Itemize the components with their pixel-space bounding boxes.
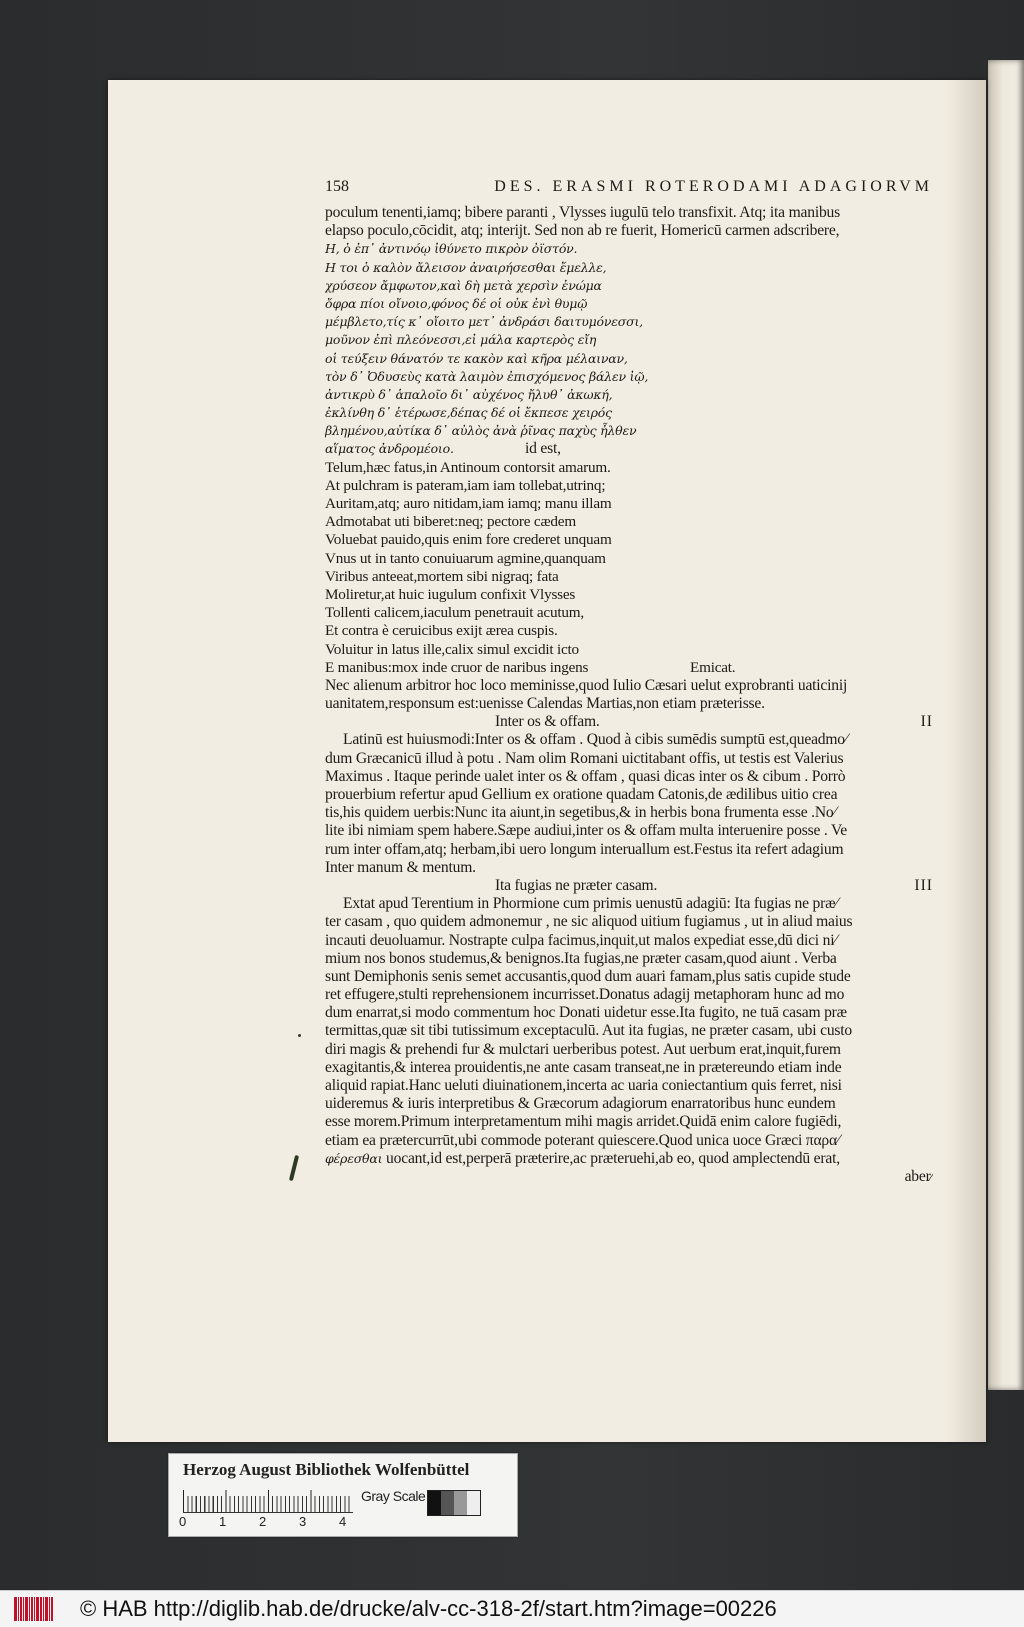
text-line: Latinū est huiusmodi:Inter os & offam . Quod à cibis sumēdis sumptū est,queadmo⁄ <box>343 731 848 749</box>
id-est: id est, <box>525 440 561 458</box>
verse-line: Auritam,atq; auro nitidam,iam iamq; manu illam <box>325 495 612 512</box>
gray-scale-label: Gray Scale <box>361 1488 426 1504</box>
text-line: incauti deuoluamur. Nostrapte culpa facimus,inquit,ut malos expediat esse,dū dici ni⁄ <box>325 931 837 949</box>
greek-line: μοῦνον ἐπὶ πλεόνεσσι,εἰ μάλα καρτερὸς εἴη <box>325 332 597 348</box>
adage-heading <box>325 713 933 731</box>
text-line: aliquid rapiat.Hanc ueluti diuinationem,incerta ac uaria coniectantium quis ferret, nisi <box>325 1077 842 1094</box>
greek-last-line <box>325 440 933 458</box>
text-line: dum enarrat,si modo commentum hoc Donati uidetur esse.Ita fugito, ne tuā casam præ <box>325 1004 847 1022</box>
text-line: Nec alienum arbitror hoc loco meminisse,quod Iulio Cæsari uelut exprobranti uaticinij <box>325 676 848 694</box>
margin-dot <box>298 1034 301 1037</box>
verse-line: Viribus anteeat,mortem sibi nigraq; fata <box>325 567 559 585</box>
ruler-number: 0 <box>179 1514 187 1529</box>
hab-logo-icon <box>14 1597 58 1621</box>
greek-line: οἱ τεύξειν θάνατόν τε κακὸν καὶ κῆρα μέλαιναν, <box>325 350 628 366</box>
catchword: aber⁄ <box>904 1167 933 1185</box>
text-line: ret effugere,stulti reprehensionem incurrisset.Donatus adagij metaphoram hunc ad mo <box>325 986 845 1004</box>
gray-swatch <box>428 1491 441 1515</box>
text-line: lite ibi nimiam spem habere.Sæpe audiui,inter os & offam multa interuenire posse . Ve <box>325 822 848 840</box>
text-line: diri magis & prehendi fur & mulctari uerberibus potest. Aut uerbum erat,inquit,furem <box>325 1040 841 1058</box>
ruler-number: 3 <box>299 1514 307 1529</box>
verse-line: At pulchram is pateram,iam iam tollebat,utrinq; <box>325 476 606 494</box>
text-line: etiam ea prætercurrūt,ubi commode poterant quiescere.Quod unica uoce Græci παρα⁄ <box>325 1131 840 1149</box>
verse-line: Moliretur,at huic iugulum confixit Vlysses <box>325 585 576 603</box>
gray-swatch <box>467 1491 480 1515</box>
gray-scale-swatches <box>427 1490 481 1516</box>
greek-line: Η τοι ὁ καλὸν ἄλεισον ἀναιρήσεσθαι ἔμελλε, <box>325 259 607 275</box>
verse-line: Vnus ut in tanto conuiuarum agmine,quanquam <box>325 549 606 567</box>
text-line: exagitantis,& interea prouidentis,ne ante casam transeat,ne in prætereundo etiam inde <box>325 1058 842 1076</box>
text-line: elapso poculo,cōcidit, atq; interijt. Sed non ab re fuerit, Homericū carmen adscribere, <box>325 222 840 240</box>
adage-number: III <box>914 876 933 894</box>
ruler-number: 4 <box>339 1514 347 1529</box>
text-line: poculum tenenti,iamq; bibere paranti , Vlysses iugulū telo transfixit. Atq; ita manibus <box>325 204 841 221</box>
greek-line: χρύσεον ἄμφωτον,καὶ δὴ μετὰ χερσὶν ἐνώμα <box>325 277 602 293</box>
text-line: uideremus & iuris interpretibus & Græcorum adagiorum enarratoribus hunc eundem <box>325 1095 836 1113</box>
verse-fragment-end: Emicat. <box>690 658 736 676</box>
verse-line: Admotabat uti biberet:neq; pectore cædem <box>325 513 576 531</box>
ruler-number: 2 <box>259 1514 267 1529</box>
page-text <box>325 178 933 1186</box>
text-line: prouerbium refertur apud Gellium ex oratione quadam Catonis,de ædilibus uitio crea <box>325 786 838 803</box>
copyright-url[interactable]: © HAB http://diglib.hab.de/drucke/alv-cc-318-2f/start.htm?image=00226 <box>80 1596 777 1621</box>
adage-number: II <box>920 713 933 731</box>
greek-line: μέμβλετο,τίς κ᾽ οἴοιτο μετ᾽ ἀνδράσι δαιτυμόνεσσι, <box>325 314 643 330</box>
text-line: termittas,quæ sit tibi tutissimum exceptaculū. Aut ita fugias, ne præter casam, ubi custo <box>325 1022 853 1040</box>
text-line: rum inter offam,atq; herbam,ibi uero longum interuallum est.Festus ita refert adagium <box>325 840 844 858</box>
library-name: Herzog August Bibliothek Wolfenbüttel <box>183 1460 470 1479</box>
page-number: 158 <box>325 178 349 195</box>
verse-line: Et contra è ceruicibus exijt ærea cuspis. <box>325 622 558 640</box>
greek-line: ἀντικρὺ δ᾽ ἁπαλοῖο δι᾽ αὐχένος ἤλυθ᾽ ἀκωκή, <box>325 386 613 402</box>
text-line: Maximus . Itaque perinde ualet inter os & offam , quasi dicas inter os & cibum . Porrò <box>325 767 846 785</box>
verse-line: Voluitur in latus ille,calix simul excidit icto <box>325 640 579 658</box>
footer-bar <box>0 1590 1024 1627</box>
scale-ruler <box>183 1488 353 1513</box>
page-header <box>325 178 933 200</box>
adage-heading <box>325 877 933 895</box>
text-line: esse morem.Primum interpretamentum mihi magis arridet.Quidā enim calore fugiēdi, <box>325 1113 842 1131</box>
verse-line: Telum,hæc fatus,in Antinoum contorsit amarum. <box>325 458 611 476</box>
ruler-number: 1 <box>219 1514 227 1529</box>
adage-title: Inter os & offam. <box>495 713 600 731</box>
greek-line: ὄφρα πίοι οἴνοιο,φόνος δέ οἱ οὐκ ἐνὶ θυμῷ <box>325 295 588 311</box>
text-line: dum Græcanicū illud à potu . Nam olim Romani uictitabant offis, ut testis est Valerius <box>325 749 844 767</box>
text-line: mium nos bonos studemus,& benignos.Ita fugias,ne præter casam,quod aiunt . Verba <box>325 949 837 967</box>
text-fragment: uocant,id est,perperā præterire,ac præteruehi,ab eo, quod amplectendū erat, <box>382 1149 840 1167</box>
text-line: ter casam , quo quidem admonemur , ne sic aliquod uitium fugiamus , ut in aliud maius <box>325 913 853 931</box>
running-head: DES. ERASMI ROTERODAMI ADAGIORVM <box>494 178 933 195</box>
text-line: uanitatem,responsum est:uenisse Calendas Martias,non etiam præterisse. <box>325 695 765 713</box>
gray-swatch <box>441 1491 454 1515</box>
adage-title: Ita fugias ne præter casam. <box>495 876 658 894</box>
facing-page-edge <box>988 60 1024 1390</box>
gray-swatch <box>454 1491 467 1515</box>
verse-line: Voluebat pauido,quis enim fore crederet unquam <box>325 531 612 549</box>
greek-fragment: φέρεσθαι <box>325 1150 383 1166</box>
greek-line: τὸν δ᾽ Ὀδυσεὺς κατὰ λαιμὸν ἐπισχόμενος βάλεν ἰῷ, <box>325 368 649 384</box>
verse-line: Tollenti calicem,iaculum penetrauit acutum, <box>325 604 584 622</box>
ruler-major-ticks <box>183 1490 353 1512</box>
text-line: sunt Demiphonis senis semet accusantis,quod dum auari famam,plus satis cupide stude <box>325 967 851 985</box>
text-line: tis,his quidem uerbis:Nunc ita aiunt,in segetibus,& in herbis bona frumenta esse .No⁄ <box>325 804 836 822</box>
greek-line: βλημένου,αὐτίκα δ᾽ αὐλὸς ἀνὰ ῥῖνας παχὺς ἦλθεν <box>325 423 637 439</box>
text-line: Inter manum & mentum. <box>325 858 476 876</box>
greek-line: ἐκλίνθη δ᾽ ἑτέρωσε,δέπας δέ οἱ ἔκπεσε χειρός <box>325 405 612 421</box>
greek-line: Η, ὁ ἐπ᾽ ἀντινόῳ ἰθύνετο πικρὸν ὀϊστόν. <box>325 241 578 257</box>
verse-fragment: E manibus:mox inde cruor de naribus ingens <box>325 658 589 676</box>
greek-fragment: αἵματος ἀνδρομέοιο. <box>325 441 454 457</box>
library-label <box>168 1453 518 1537</box>
text-line: Extat apud Terentium in Phormione cum primis uenustū adagiū: Ita fugias ne præ⁄ <box>343 895 838 913</box>
text-line <box>325 1150 933 1168</box>
verse-last-line <box>325 659 933 677</box>
